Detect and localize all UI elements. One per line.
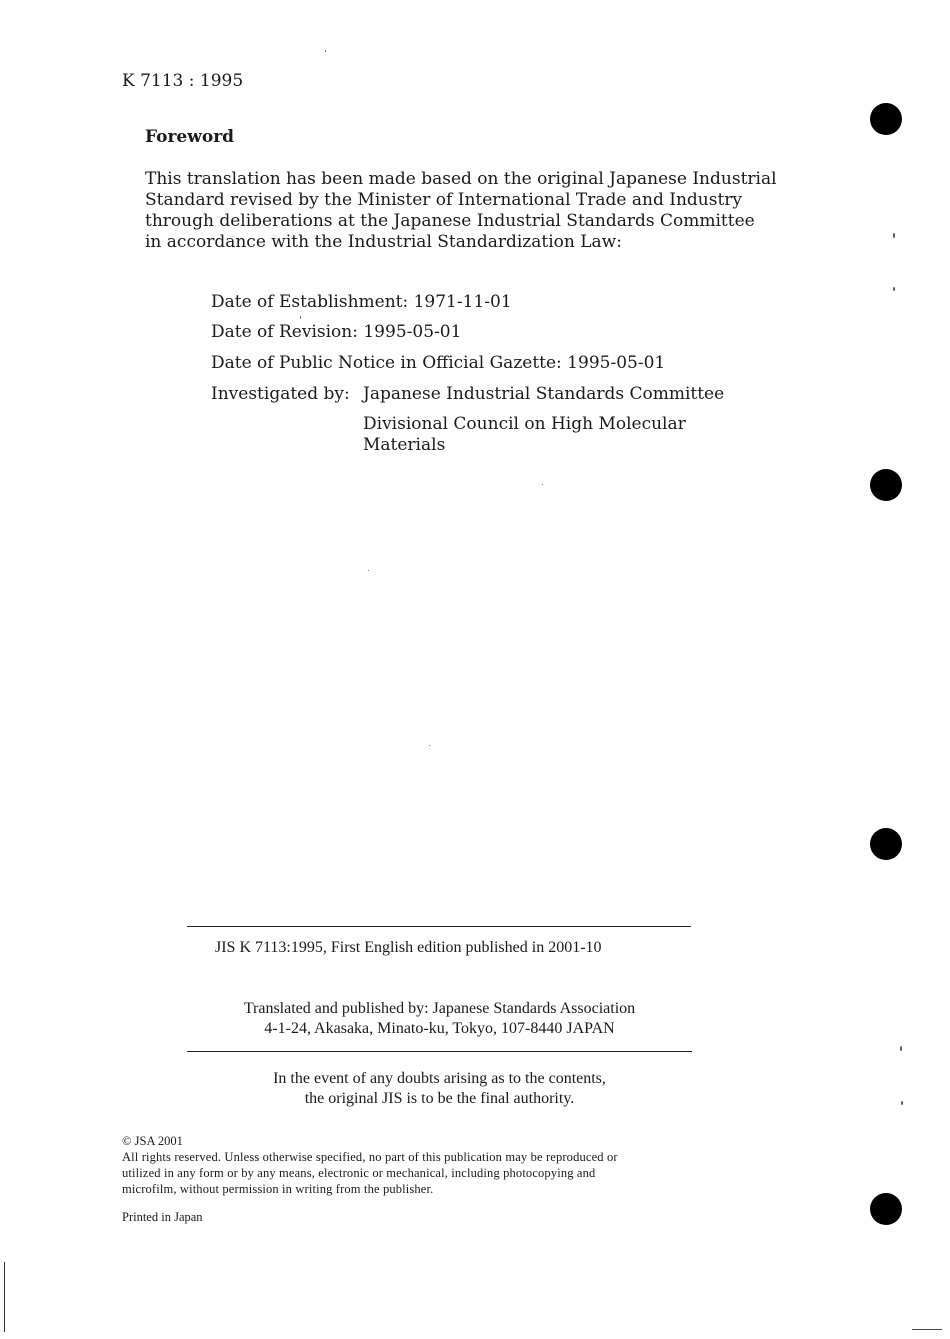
scan-speck — [325, 50, 326, 52]
date-of-revision: Date of Revision: 1995-05-01 — [211, 322, 462, 342]
investigated-by-line: Materials — [363, 435, 446, 455]
foreword-heading: Foreword — [145, 127, 235, 147]
scan-speck — [300, 316, 301, 319]
authority-line: In the event of any doubts arising as to the contents, — [273, 1070, 606, 1087]
scan-edge-mark — [4, 1262, 5, 1332]
binder-hole — [870, 1193, 902, 1225]
foreword-line: This translation has been made based on the original Japanese Industrial — [145, 169, 777, 189]
divider-top — [187, 926, 691, 927]
foreword-paragraph — [145, 169, 777, 253]
printed-in: Printed in Japan — [122, 1210, 203, 1224]
rights-statement — [122, 1149, 762, 1197]
scan-speck — [542, 484, 543, 485]
investigated-by-label: Investigated by: — [211, 384, 350, 404]
binder-hole — [870, 469, 902, 501]
date-of-public-notice: Date of Public Notice in Official Gazette: 1995-05-01 — [211, 353, 666, 373]
rights-line: utilized in any form or by any means, electronic or mechanical, including photocopying and — [122, 1166, 596, 1180]
scan-edge-mark — [912, 1329, 942, 1330]
investigated-by-line: Japanese Industrial Standards Committee — [363, 384, 725, 404]
rights-line: All rights reserved. Unless otherwise specified, no part of this publication may be reproduced or — [122, 1150, 618, 1164]
authority-line: the original JIS is to be the final authority. — [304, 1090, 575, 1107]
divider-bottom — [187, 1051, 692, 1052]
scan-speck — [893, 233, 895, 238]
authority-notice — [187, 1069, 692, 1109]
investigated-by-line: Divisional Council on High Molecular — [363, 414, 686, 434]
binder-hole — [870, 828, 902, 860]
scan-speck — [368, 570, 369, 571]
publisher-address: 4-1-24, Akasaka, Minato-ku, Tokyo, 107-8440 JAPAN — [264, 1020, 615, 1037]
foreword-line: in accordance with the Industrial Standardization Law: — [145, 232, 622, 252]
scan-speck — [893, 287, 895, 291]
scan-speck — [901, 1101, 903, 1105]
document-number: K 7113 : 1995 — [122, 71, 244, 91]
binder-hole — [870, 103, 902, 135]
copyright-notice: © JSA 2001 — [122, 1134, 183, 1148]
publisher-block — [187, 999, 692, 1039]
scan-speck — [429, 745, 430, 746]
foreword-line: Standard revised by the Minister of International Trade and Industry — [145, 190, 743, 210]
foreword-line: through deliberations at the Japanese Industrial Standards Committee — [145, 211, 755, 231]
scan-speck — [900, 1046, 902, 1051]
date-of-establishment: Date of Establishment: 1971-11-01 — [211, 292, 512, 312]
edition-statement: JIS K 7113:1995, First English edition published in 2001-10 — [215, 939, 602, 956]
rights-line: microfilm, without permission in writing from the publisher. — [122, 1182, 434, 1196]
publisher-line: Translated and published by: Japanese Standards Association — [243, 1000, 636, 1017]
